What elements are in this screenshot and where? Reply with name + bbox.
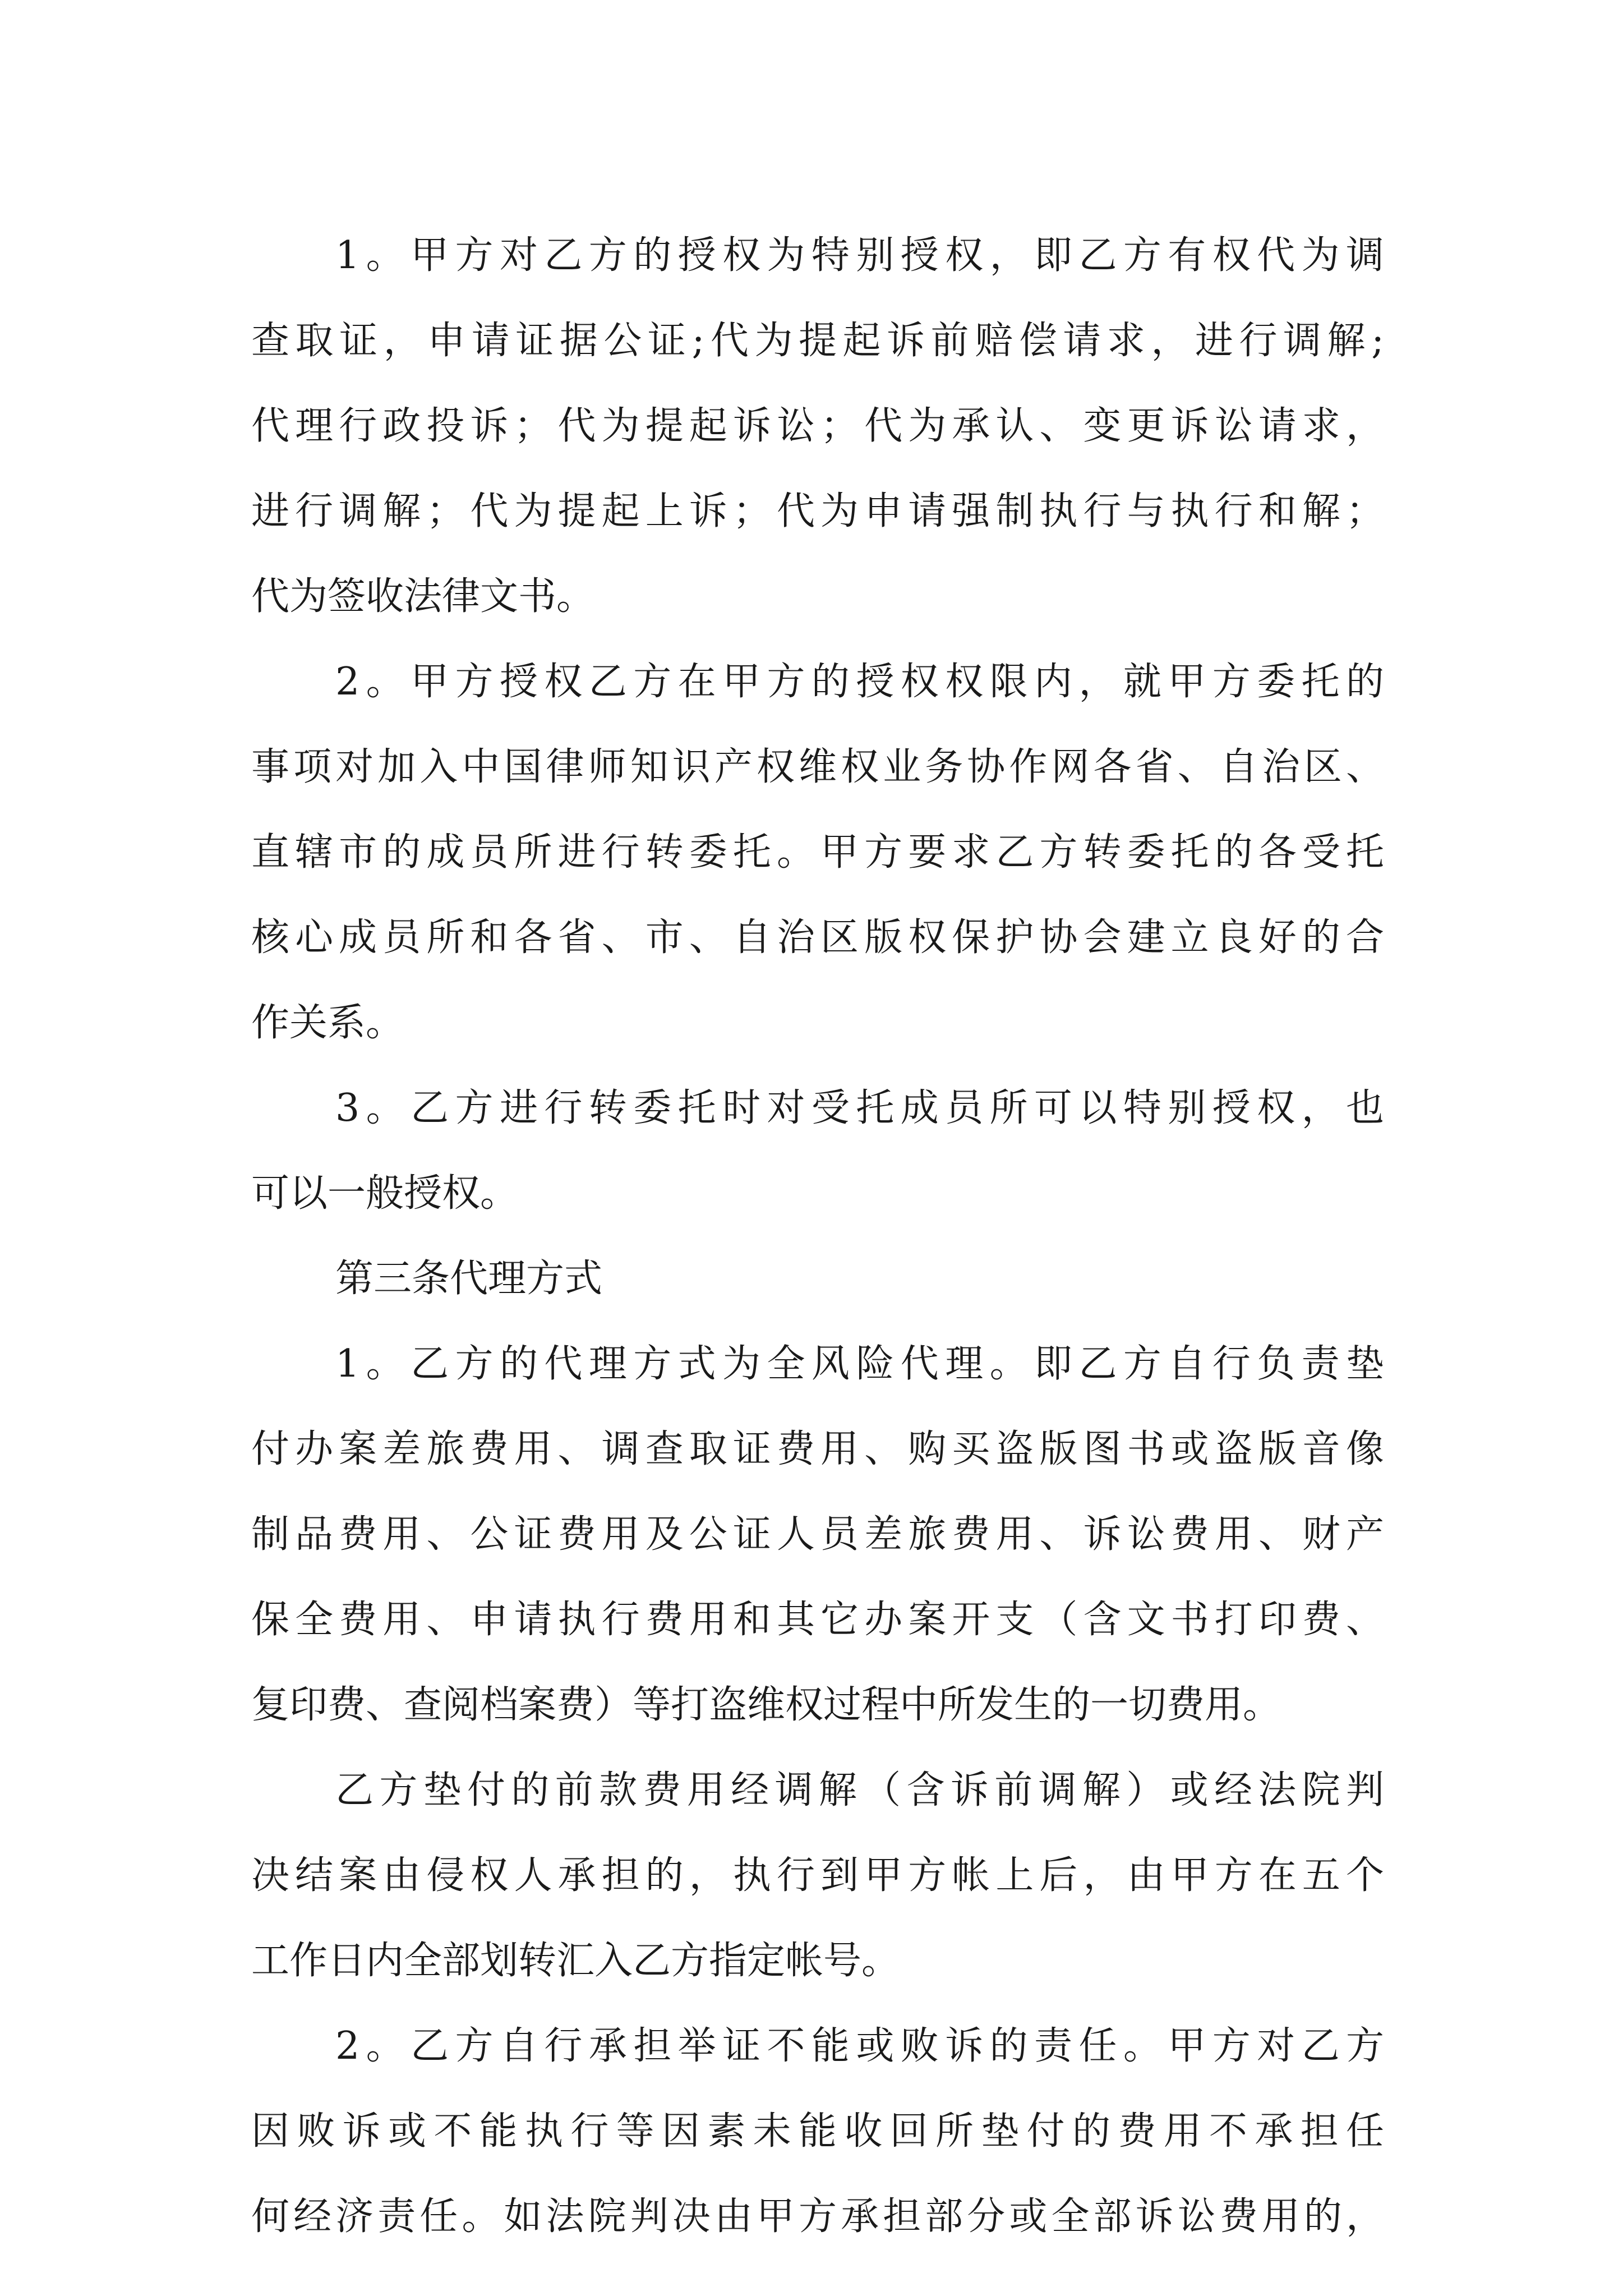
paragraph-6-line-3: 何经济责任。如法院判决由甲方承担部分或全部诉讼费用的， bbox=[251, 2194, 1384, 2239]
paragraph-5-line-1: 乙方垫付的前款费用经调解（含诉前调解）或经法院判 bbox=[335, 1768, 1384, 1812]
paragraph-2-line-1: 2。甲方授权乙方在甲方的授权权限内，就甲方委托的 bbox=[335, 660, 1384, 704]
paragraph-4-line-3: 制品费用、公证费用及公证人员差旅费用、诉讼费用、财产 bbox=[251, 1512, 1384, 1557]
paragraph-1-line-3: 代理行政投诉；代为提起诉讼；代为承认、变更诉讼请求， bbox=[251, 404, 1384, 448]
paragraph-1-line-5: 代为签收法律文书。 bbox=[251, 574, 595, 619]
paragraph-6-line-1: 2。乙方自行承担举证不能或败诉的责任。甲方对乙方 bbox=[335, 2024, 1384, 2068]
paragraph-1-line-1: 1。甲方对乙方的授权为特别授权，即乙方有权代为调 bbox=[335, 233, 1384, 278]
paragraph-2-line-4: 核心成员所和各省、市、自治区版权保护协会建立良好的合 bbox=[251, 915, 1384, 960]
paragraph-4-line-4: 保全费用、申请执行费用和其它办案开支（含文书打印费、 bbox=[251, 1598, 1384, 1642]
paragraph-5-line-3: 工作日内全部划转汇入乙方指定帐号。 bbox=[251, 1939, 900, 1983]
paragraph-1-line-2: 查取证，申请证据公证;代为提起诉前赔偿请求，进行调解; bbox=[251, 319, 1384, 363]
section-heading-article-3: 第三条代理方式 bbox=[335, 1257, 603, 1301]
paragraph-4-line-2: 付办案差旅费用、调查取证费用、购买盗版图书或盗版音像 bbox=[251, 1427, 1384, 1471]
paragraph-6-line-2: 因败诉或不能执行等因素未能收回所垫付的费用不承担任 bbox=[251, 2109, 1384, 2154]
paragraph-4-line-1: 1。乙方的代理方式为全风险代理。即乙方自行负责垫 bbox=[335, 1342, 1384, 1386]
paragraph-4-line-5: 复印费、查阅档案费）等打盗维权过程中所发生的一切费用。 bbox=[251, 1683, 1281, 1727]
paragraph-3-line-2: 可以一般授权。 bbox=[251, 1171, 519, 1216]
paragraph-3-line-1: 3。乙方进行转委托时对受托成员所可以特别授权，也 bbox=[335, 1086, 1384, 1130]
paragraph-5-line-2: 决结案由侵权人承担的，执行到甲方帐上后，由甲方在五个 bbox=[251, 1853, 1384, 1898]
paragraph-1-line-4: 进行调解；代为提起上诉；代为申请强制执行与执行和解； bbox=[251, 489, 1384, 533]
paragraph-2-line-3: 直辖市的成员所进行转委托。甲方要求乙方转委托的各受托 bbox=[251, 830, 1384, 875]
paragraph-2-line-5: 作关系。 bbox=[251, 1001, 404, 1045]
paragraph-2-line-2: 事项对加入中国律师知识产权维权业务协作网各省、自治区、 bbox=[251, 745, 1384, 789]
document-body bbox=[251, 213, 1384, 2260]
